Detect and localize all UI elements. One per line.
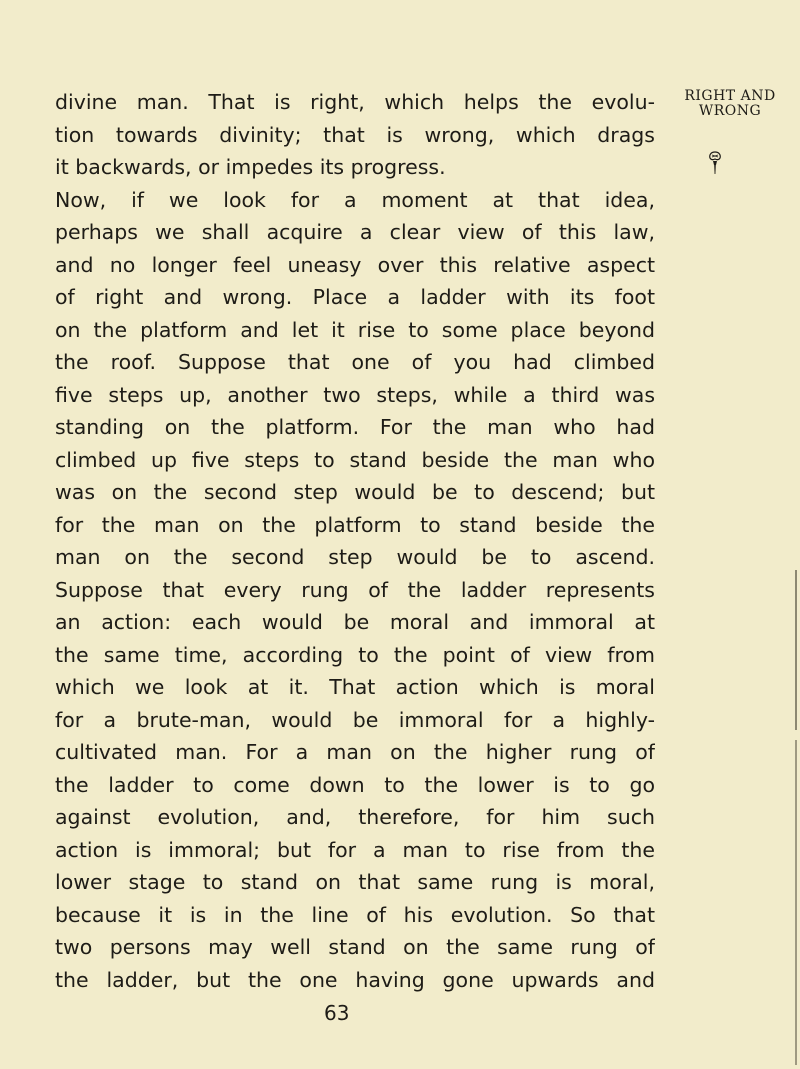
- body-line: which we look at it. That action which is moral: [55, 675, 655, 699]
- body-line: perhaps we shall acquire a clear view of this law,: [55, 220, 655, 244]
- body-line: man on the second step would be to ascend.: [55, 545, 655, 569]
- margin-note-line: WRONG: [698, 103, 762, 119]
- body-line: action is immoral; but for a man to rise from the: [55, 837, 655, 862]
- body-line: divine man. That is right, which helps the evolu-: [55, 90, 655, 114]
- body-line: on the platform and let it rise to some place beyond: [55, 317, 655, 342]
- body-line: for a brute-man, would be immoral for a highly-: [55, 707, 655, 732]
- body-line: cultivated man. For a man on the higher rung of: [55, 740, 655, 764]
- body-line: lower stage to stand on that same rung is moral,: [55, 870, 655, 894]
- body-line: two persons may well stand on the same rung of: [55, 935, 655, 959]
- margin-note-line: RIGHT AND: [684, 88, 776, 104]
- body-line: the ladder to come down to the lower is to go: [55, 772, 655, 797]
- body-line: and no longer feel uneasy over this relative aspect: [55, 252, 655, 277]
- body-line: the same time, according to the point of view from: [55, 642, 655, 667]
- body-line: standing on the platform. For the man who had: [55, 415, 655, 439]
- body-line: it backwards, or impedes its progress.: [55, 155, 446, 179]
- body-line: tion towards divinity; that is wrong, which drags: [55, 122, 655, 147]
- body-line: for the man on the platform to stand beside the: [55, 512, 655, 537]
- body-line: the ladder, but the one having gone upwards and: [55, 967, 655, 992]
- body-line: Now, if we look for a moment at that idea,: [55, 187, 655, 212]
- body-line: the roof. Suppose that one of you had climbed: [55, 350, 655, 374]
- body-line: of right and wrong. Place a ladder with its foot: [55, 285, 655, 309]
- body-line: Suppose that every rung of the ladder represents: [55, 577, 655, 602]
- body-line: an action: each would be moral and immoral at: [55, 610, 655, 634]
- body-line: because it is in the line of his evolution. So that: [55, 902, 655, 927]
- body-line: against evolution, and, therefore, for him such: [55, 805, 655, 829]
- flower-ornament-icon: [706, 150, 724, 176]
- body-line: five steps up, another two steps, while a third was: [55, 382, 655, 407]
- body-line: was on the second step would be to descend; but: [55, 480, 655, 504]
- body-text: [55, 86, 655, 996]
- margin-note: [662, 89, 798, 119]
- page-edge-shadow: [795, 570, 797, 730]
- page-number: 63: [324, 1001, 350, 1025]
- page-edge-shadow: [795, 740, 797, 1065]
- body-line: climbed up five steps to stand beside the man who: [55, 447, 655, 472]
